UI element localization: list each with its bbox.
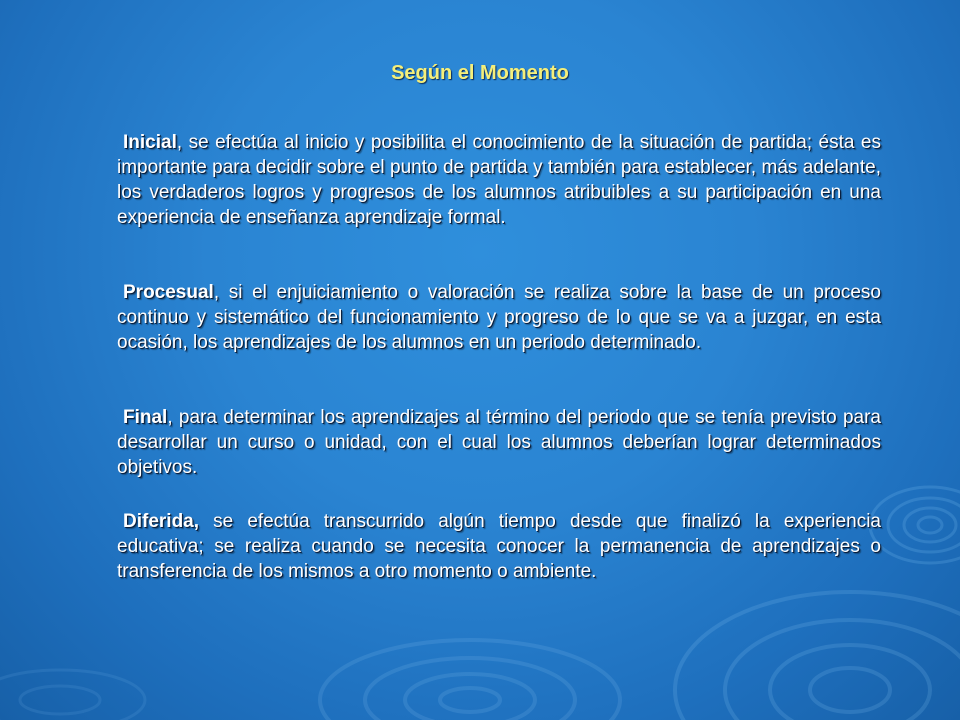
term-final: Final (123, 407, 168, 428)
term-procesual: Procesual (123, 282, 214, 303)
text-diferida: se efectúa transcurrido algún tiempo desde que finalizó la experiencia educativa; se realiza cuando se necesita conocer la permanencia de aprendizajes o transferencia de los mismos a otro momento o ambiente. (117, 511, 881, 582)
text-inicial: , se efectúa al inicio y posibilita el conocimiento de la situación de partida; ésta es importante para decidir sobre el punto de partida y también para establecer, más adelante, los verdaderos logros y progresos de los alumnos atribuibles a su participación en una experiencia de enseñanza aprendizaje formal. (117, 132, 881, 228)
paragraph-final (117, 405, 881, 480)
slide-title: Según el Momento (391, 62, 569, 84)
paragraph-diferida (117, 509, 881, 584)
text-procesual: , si el enjuiciamiento o valoración se realiza sobre la base de un proceso continuo y sistemático del funcionamiento y progreso de lo que se va a juzgar, en esta ocasión, los aprendizajes de los alumnos en un periodo determinado. (117, 282, 881, 353)
term-diferida: Diferida, (123, 511, 200, 532)
text-final: , para determinar los aprendizajes al término del periodo que se tenía previsto para desarrollar un curso o unidad, con el cual los alumnos deberían lograr determinados objetivos. (117, 407, 881, 478)
paragraph-inicial (117, 130, 881, 230)
term-inicial: Inicial (123, 132, 177, 153)
paragraph-procesual (117, 280, 881, 355)
